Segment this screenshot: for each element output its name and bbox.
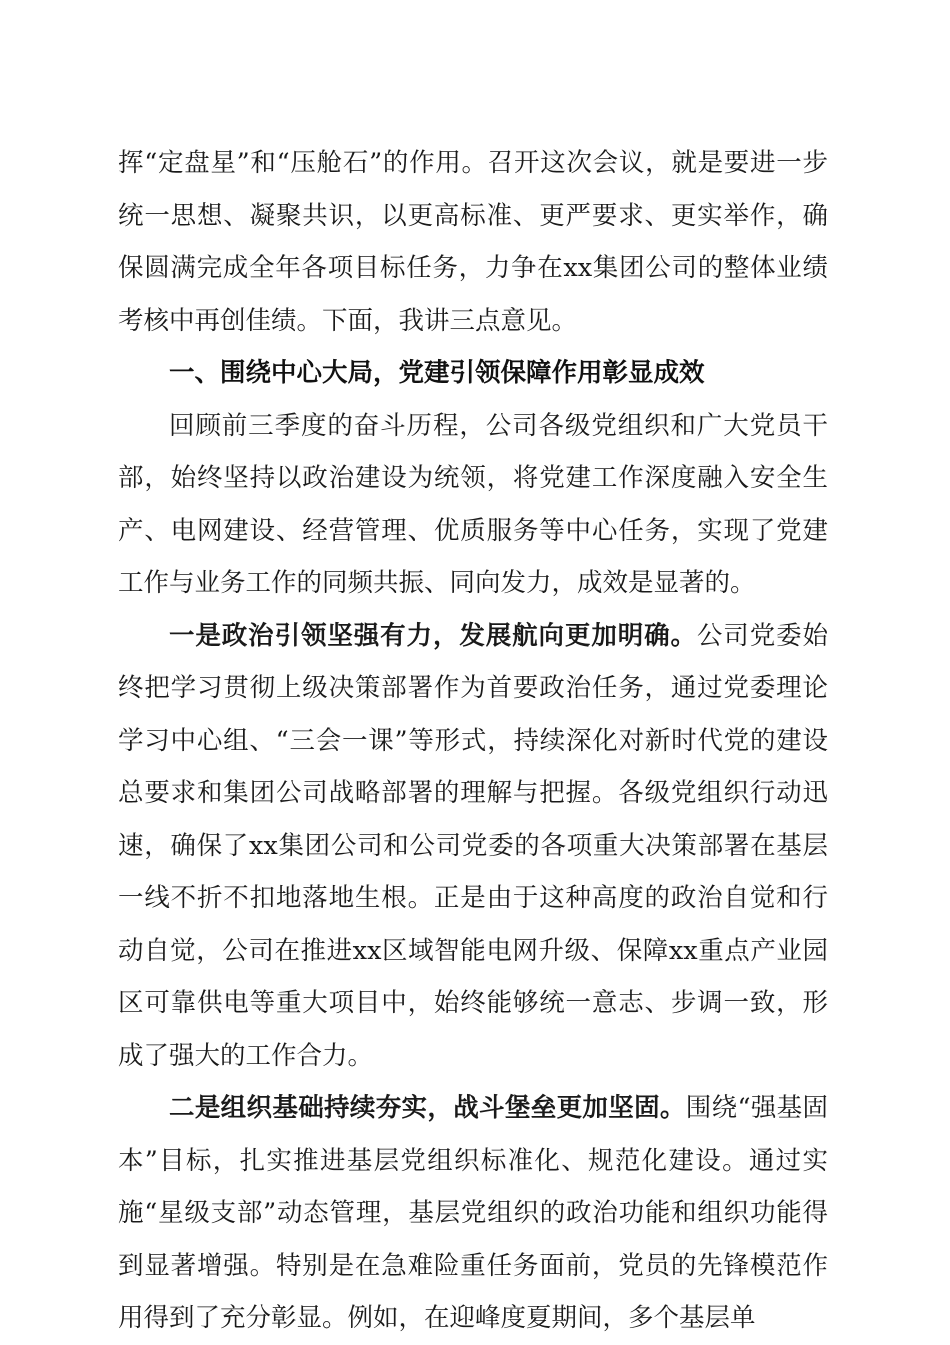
point-2-lead: 二是组织基础持续夯实，战斗堡垒更加坚固。	[169, 1093, 686, 1123]
paragraph-point-1	[118, 610, 828, 1083]
point-1-body: 公司党委始终把学习贯彻上级决策部署作为首要政治任务，通过党委理论学习中心组、“三会一课”等形式，持续深化对新时代党的建设总要求和集团公司战略部署的理解与把握。各级党组织行动迅速，确保了xx集团公司和公司党委的各项重大决策部署在基层一线不折不扣地落地生根。正是由于这种高度的政治自觉和行动自觉，公司在推进xx区域智能电网升级、保障xx重点产业园区可靠供电等重大项目中，始终能够统一意志、步调一致，形成了强大的工作合力。	[118, 620, 828, 1071]
paragraph-point-2	[118, 1082, 828, 1345]
document-body	[118, 137, 828, 1345]
paragraph-intro-continuation: 挥“定盘星”和“压舱石”的作用。召开这次会议，就是要进一步统一思想、凝聚共识，以更高标准、更严要求、更实举作，确保圆满完成全年各项目标任务，力争在xx集团公司的整体业绩考核中再创佳绩。下面，我讲三点意见。	[118, 148, 828, 336]
point-2-body: 围绕“强基固本”目标，扎实推进基层党组织标准化、规范化建设。通过实施“星级支部”动态管理，基层党组织的政治功能和组织功能得到显著增强。特别是在急难险重任务面前，党员的先锋模范作用得到了充分彰显。例如，在迎峰度夏期间，多个基层单	[118, 1093, 828, 1333]
section-heading-1: 一、围绕中心大局，党建引领保障作用彰显成效	[169, 358, 705, 388]
paragraph-review: 回顾前三季度的奋斗历程，公司各级党组织和广大党员干部，始终坚持以政治建设为统领，将党建工作深度融入安全生产、电网建设、经营管理、优质服务等中心任务，实现了党建工作与业务工作的同频共振、同向发力，成效是显著的。	[118, 410, 828, 598]
point-1-lead: 一是政治引领坚强有力，发展航向更加明确。	[169, 620, 697, 651]
